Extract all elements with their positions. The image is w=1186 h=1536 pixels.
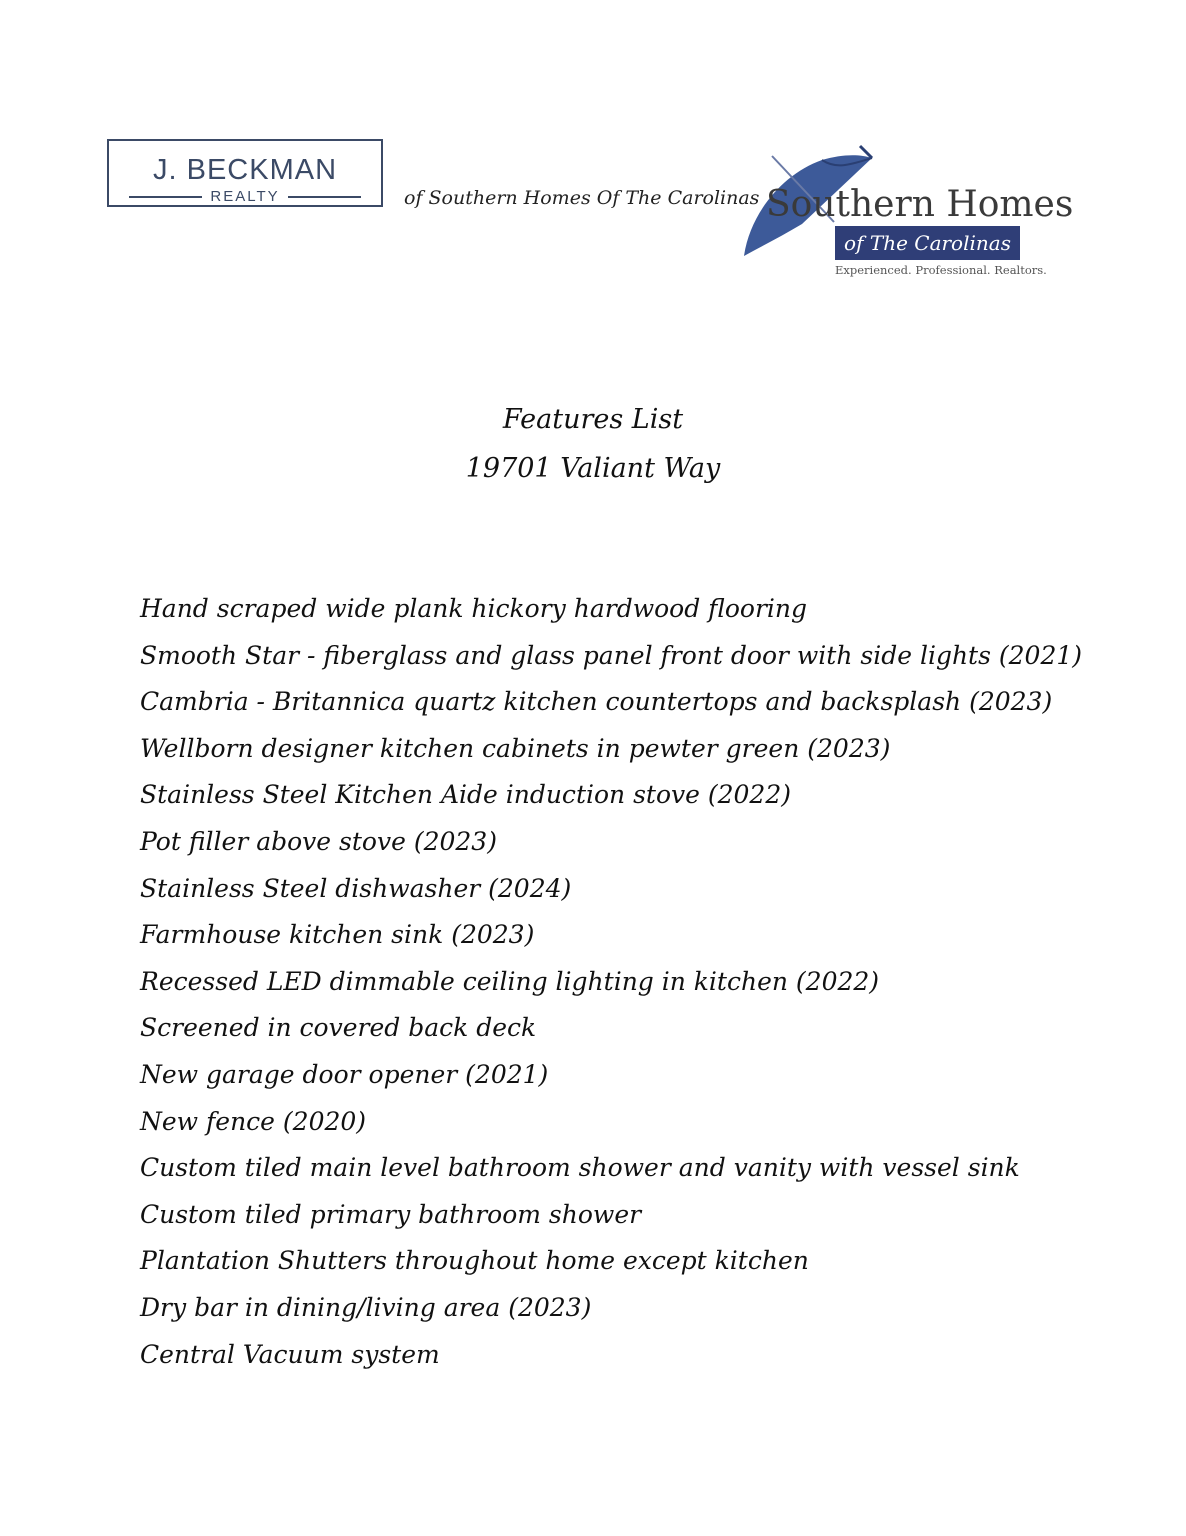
- features-list: [140, 586, 1082, 1378]
- feature-item: Plantation Shutters throughout home except kitchen: [140, 1246, 809, 1276]
- jbeckman-logo-name: J. BECKMAN: [152, 154, 338, 186]
- feature-item: Custom tiled primary bathroom shower: [140, 1199, 642, 1229]
- jbeckman-realty-logo: [107, 139, 383, 207]
- southern-homes-name: Southern Homes: [766, 184, 1074, 225]
- feature-item: Central Vacuum system: [140, 1339, 440, 1369]
- feature-item: Screened in covered back deck: [140, 1013, 537, 1043]
- logo-rule-right: [288, 196, 361, 198]
- header-tagline: of Southern Homes Of The Carolinas: [404, 187, 760, 209]
- feature-item: New fence (2020): [140, 1106, 367, 1136]
- feature-item: New garage door opener (2021): [140, 1059, 549, 1089]
- feature-item: Stainless Steel dishwasher (2024): [140, 873, 572, 903]
- feature-item: Recessed LED dimmable ceiling lighting in kitchen (2022): [140, 966, 880, 996]
- feature-item: Hand scraped wide plank hickory hardwood flooring: [140, 594, 807, 623]
- feature-item: Smooth Star - fiberglass and glass panel front door with side lights (2021): [140, 640, 1083, 670]
- southern-homes-motto: Experienced. Professional. Realtors.: [835, 263, 1047, 277]
- feature-item: Wellborn designer kitchen cabinets in pewter green (2023): [140, 733, 891, 763]
- feature-item: Custom tiled main level bathroom shower and vanity with vessel sink: [140, 1153, 1020, 1183]
- feature-item: Farmhouse kitchen sink (2023): [140, 920, 535, 950]
- logo-rule-left: [129, 196, 202, 198]
- feature-item: Pot filler above stove (2023): [140, 826, 497, 856]
- jbeckman-logo-sub: REALTY: [210, 188, 280, 205]
- feature-item: Cambria - Britannica quartz kitchen countertops and backsplash (2023): [140, 687, 1053, 717]
- jbeckman-logo-subline: [129, 189, 361, 205]
- title-block: [0, 395, 1186, 493]
- southern-homes-logo: [742, 144, 1088, 280]
- feature-item: Dry bar in dining/living area (2023): [140, 1292, 592, 1322]
- southern-homes-band: of The Carolinas: [835, 226, 1020, 260]
- page-title: Features List: [502, 404, 684, 435]
- feature-item: Stainless Steel Kitchen Aide induction stove (2022): [140, 780, 792, 810]
- property-address: 19701 Valiant Way: [465, 453, 721, 484]
